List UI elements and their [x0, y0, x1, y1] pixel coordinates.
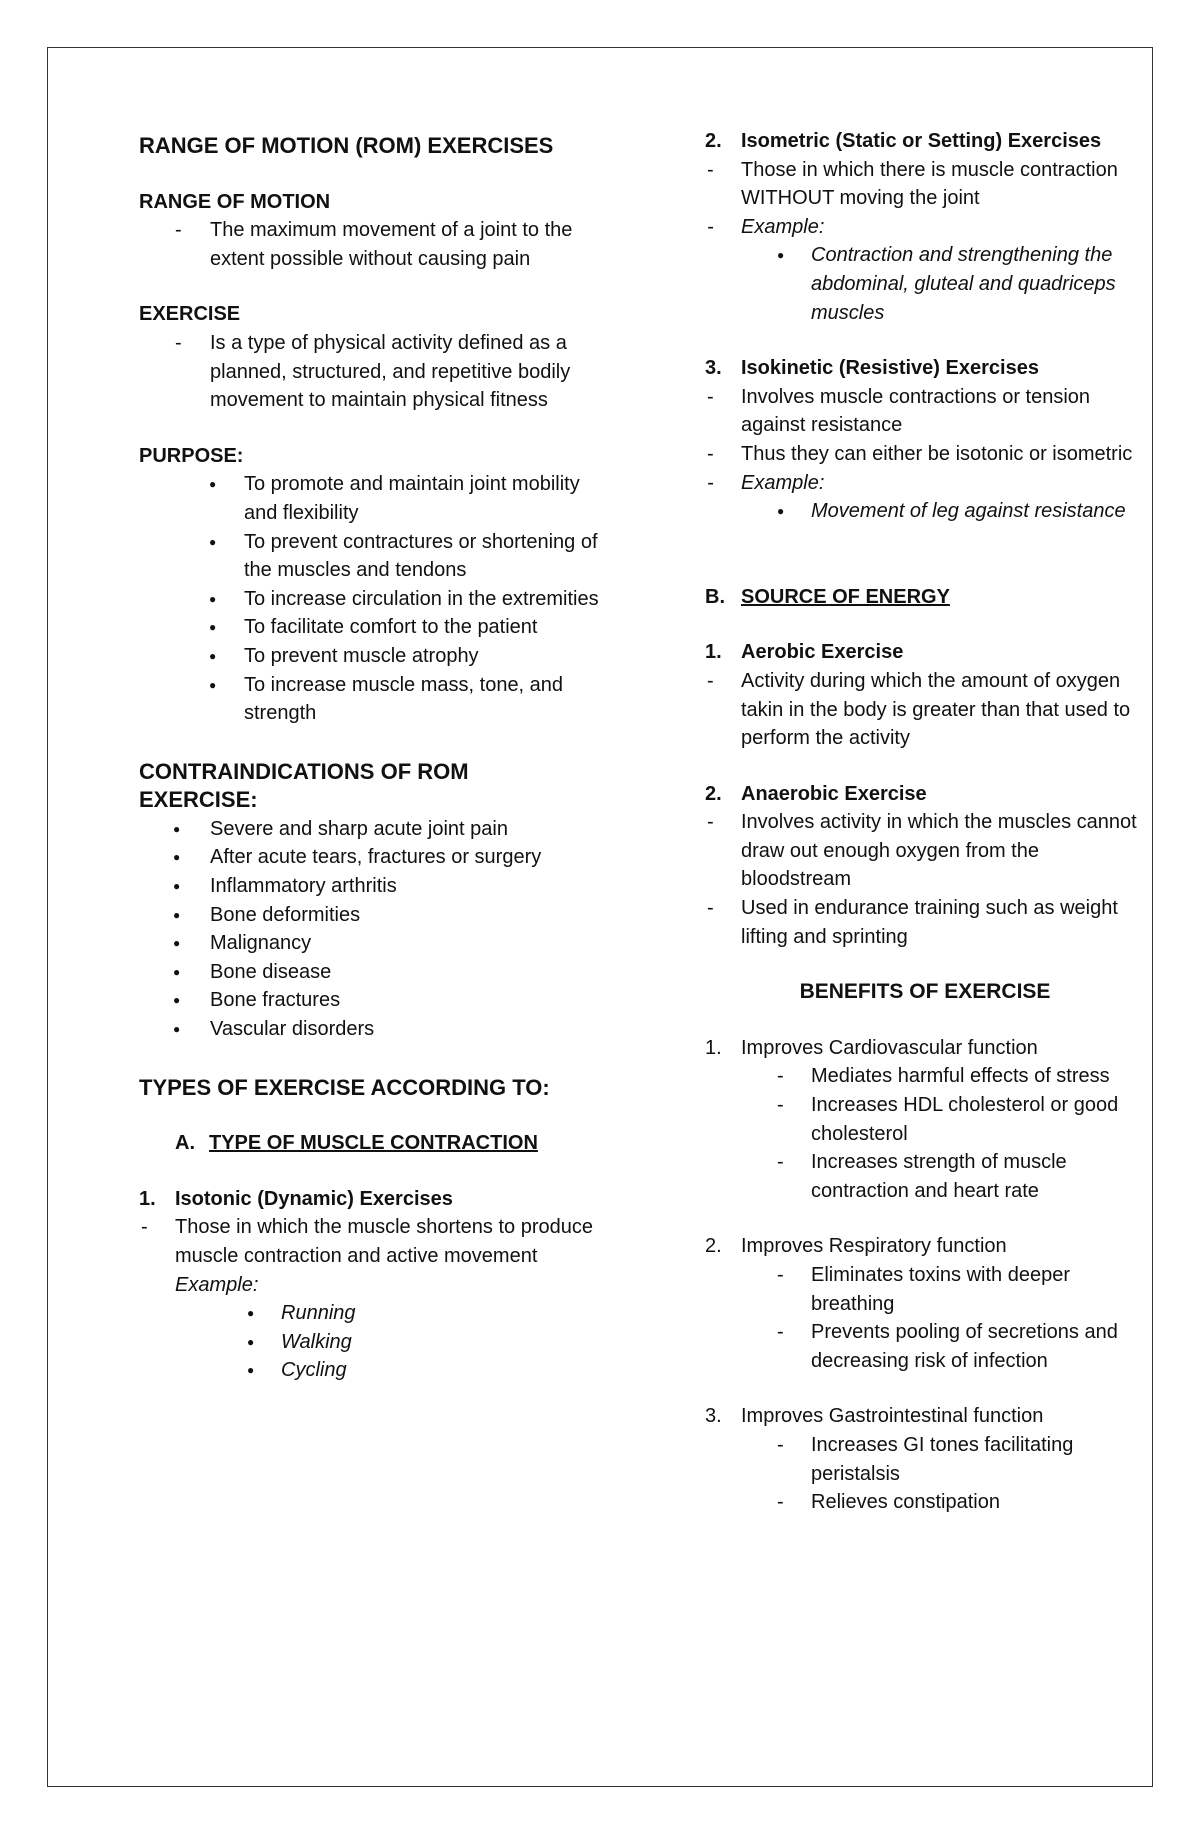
anaerobic-heading [705, 780, 1145, 809]
isometric-number: 2. [705, 130, 722, 152]
rom-definition: - The maximum movement of a joint to the extent possible without causing pain [139, 216, 609, 273]
isotonic-example-item: ● Running [139, 1299, 609, 1328]
isometric-heading [705, 127, 1145, 156]
purpose-heading: PURPOSE: [139, 444, 244, 467]
contraindication-item: ● Bone deformities [139, 901, 609, 930]
purpose-item: ● To prevent contractures or shortening of the muscles and tendons [139, 528, 609, 585]
aerobic-heading [705, 638, 1145, 667]
anaerobic-title: Anaerobic Exercise [741, 782, 927, 805]
isotonic-heading [139, 1185, 609, 1214]
section-a-heading [139, 1129, 609, 1158]
section-b-heading [705, 583, 1145, 612]
aerobic-title: Aerobic Exercise [741, 641, 904, 664]
exercise-definition: - Is a type of physical activity defined as a planned, structured, and repetitive bodily movement to maintain physical fitness [139, 329, 609, 415]
purpose-item: ● To promote and maintain joint mobility and flexibility [139, 470, 609, 527]
isometric-example-label: - Example: [705, 213, 1145, 242]
contraindication-item: ● Severe and sharp acute joint pain [139, 815, 609, 844]
benefit-item: - Relieves constipation [705, 1488, 1145, 1517]
aerobic-definition: - Activity during which the amount of oxygen takin in the body is greater than that used to perform the activity [705, 667, 1145, 753]
section-a-title: TYPE OF MUSCLE CONTRACTION [209, 1132, 538, 1155]
benefit-item: - Increases GI tones facilitating peristalsis [705, 1431, 1145, 1488]
benefit-title: Improves Respiratory function [741, 1235, 1007, 1258]
isotonic-title: Isotonic (Dynamic) Exercises [175, 1187, 453, 1210]
contraindication-item: ● After acute tears, fractures or surgery [139, 843, 609, 872]
isotonic-example-item: ● Walking [139, 1328, 609, 1357]
section-b-title: SOURCE OF ENERGY [741, 585, 950, 608]
isokinetic-number: 3. [705, 357, 722, 380]
purpose-item: ● To increase muscle mass, tone, and strength [139, 671, 609, 728]
aerobic-number: 1. [705, 641, 722, 664]
benefit-item: - Increases HDL cholesterol or good cholesterol [705, 1091, 1145, 1148]
purpose-item: ● To prevent muscle atrophy [139, 642, 609, 671]
contraindications-heading: CONTRAINDICATIONS OF ROM EXERCISE: [139, 758, 469, 813]
contraindication-item: ● Bone fractures [139, 986, 609, 1015]
isokinetic-definition: - Involves muscle contractions or tension against resistance [705, 383, 1145, 440]
benefit-item: - Increases strength of muscle contraction and heart rate [705, 1148, 1145, 1205]
left-column [139, 132, 609, 1385]
rom-heading: RANGE OF MOTION [139, 190, 331, 213]
benefit-heading [705, 1034, 1145, 1063]
right-column [705, 127, 1145, 1517]
exercise-heading: EXERCISE [139, 303, 241, 326]
benefit-title: Improves Gastrointestinal function [741, 1405, 1044, 1428]
benefit-title: Improves Cardiovascular function [741, 1036, 1038, 1059]
benefit-number: 1. [705, 1036, 722, 1059]
benefit-item: - Prevents pooling of secretions and decreasing risk of infection [705, 1318, 1145, 1375]
benefit-number: 2. [705, 1235, 722, 1258]
isokinetic-example-item: ● Movement of leg against resistance [705, 497, 1145, 526]
isometric-definition: - Those in which there is muscle contraction WITHOUT moving the joint [705, 156, 1145, 213]
benefit-heading [705, 1232, 1145, 1261]
isokinetic-title: Isokinetic (Resistive) Exercises [741, 357, 1039, 380]
benefit-number: 3. [705, 1405, 722, 1428]
types-heading: TYPES OF EXERCISE ACCORDING TO: [139, 1074, 550, 1100]
section-a-letter: A. [175, 1132, 195, 1155]
benefit-item: - Eliminates toxins with deeper breathing [705, 1261, 1145, 1318]
benefit-item: - Mediates harmful effects of stress [705, 1062, 1145, 1091]
purpose-item: ● To facilitate comfort to the patient [139, 613, 609, 642]
benefit-heading [705, 1402, 1145, 1431]
isotonic-definition: - Those in which the muscle shortens to produce muscle contraction and active movement [139, 1213, 609, 1270]
benefits-heading: BENEFITS OF EXERCISE [799, 980, 1051, 1004]
isokinetic-heading [705, 354, 1145, 383]
contraindication-item: ● Bone disease [139, 958, 609, 987]
anaerobic-definition: - Used in endurance training such as weight lifting and sprinting [705, 894, 1145, 951]
contraindication-item: ● Vascular disorders [139, 1015, 609, 1044]
isotonic-number: 1. [139, 1187, 156, 1210]
contraindication-item: ● Malignancy [139, 929, 609, 958]
contraindication-item: ● Inflammatory arthritis [139, 872, 609, 901]
isotonic-example-item: ● Cycling [139, 1356, 609, 1385]
isometric-title: Isometric (Static or Setting) Exercises [741, 130, 1102, 152]
isometric-example-item: ● Contraction and strengthening the abdominal, gluteal and quadriceps muscles [705, 241, 1145, 327]
isotonic-example-label: Example: [175, 1273, 259, 1296]
anaerobic-definition: - Involves activity in which the muscles cannot draw out enough oxygen from the bloodstream [705, 808, 1145, 894]
isokinetic-example-label: - Example: [705, 469, 1145, 498]
page-title: RANGE OF MOTION (ROM) EXERCISES [139, 133, 554, 158]
section-b-letter: B. [705, 585, 725, 608]
purpose-item: ● To increase circulation in the extremities [139, 585, 609, 614]
isokinetic-definition: - Thus they can either be isotonic or isometric [705, 440, 1145, 469]
anaerobic-number: 2. [705, 782, 722, 805]
